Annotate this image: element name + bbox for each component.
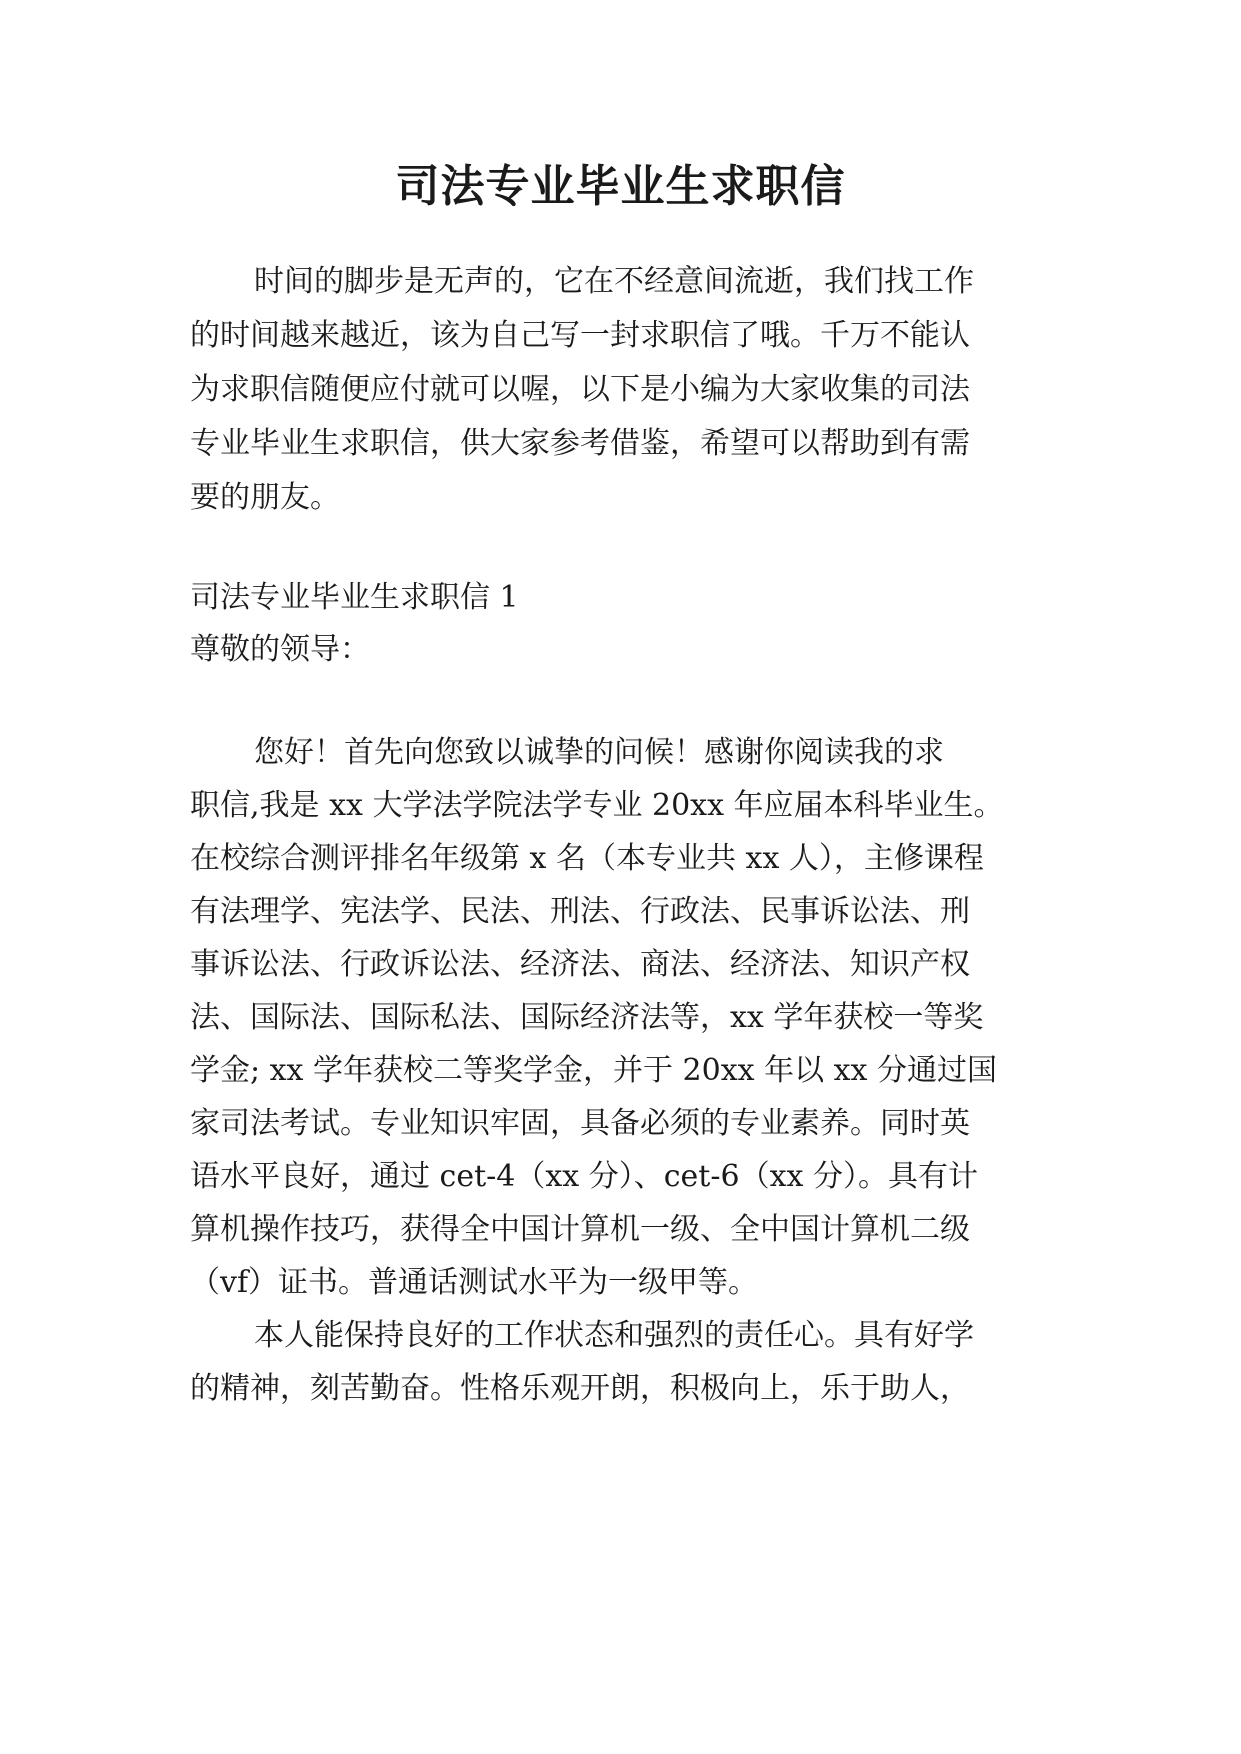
paragraph1-line: （vf）证书。普通话测试水平为一级甲等。 — [190, 1265, 759, 1300]
intro-line: 专业毕业生求职信，供大家参考借鉴，希望可以帮助到有需 — [190, 426, 970, 461]
section-heading: 司法专业毕业生求职信 1 — [190, 580, 519, 615]
paragraph1-line: 学金; xx 学年获校二等奖学金，并于 20xx 年以 xx 分通过国 — [190, 1053, 998, 1088]
intro-line: 为求职信随便应付就可以喔，以下是小编为大家收集的司法 — [190, 372, 970, 407]
intro-line: 要的朋友。 — [190, 480, 340, 515]
paragraph2-line: 本人能保持良好的工作状态和强烈的责任心。具有好学 — [254, 1318, 974, 1353]
paragraph1-line: 家司法考试。专业知识牢固，具备必须的专业素养。同时英 — [190, 1106, 970, 1141]
document-title: 司法专业毕业生求职信 — [395, 161, 846, 212]
paragraph1-line: 职信,我是 xx 大学法学院法学专业 20xx 年应届本科毕业生。 — [190, 788, 1004, 823]
paragraph1-line: 法、国际法、国际私法、国际经济法等，xx 学年获校一等奖 — [190, 1000, 984, 1035]
salutation: 尊敬的领导： — [190, 632, 370, 667]
paragraph1-line: 在校综合测评排名年级第 x 名（本专业共 xx 人），主修课程 — [190, 841, 984, 876]
paragraph1-line: 您好！首先向您致以诚挚的问候！感谢你阅读我的求 — [254, 735, 944, 770]
intro-line: 的时间越来越近，该为自己写一封求职信了哦。千万不能认 — [190, 318, 970, 353]
paragraph1-line: 语水平良好，通过 cet-4（xx 分）、cet-6（xx 分）。具有计 — [190, 1159, 978, 1194]
paragraph1-line: 算机操作技巧，获得全中国计算机一级、全中国计算机二级 — [190, 1212, 970, 1247]
intro-line: 时间的脚步是无声的，它在不经意间流逝，我们找工作 — [254, 264, 974, 299]
paragraph2-line: 的精神，刻苦勤奋。性格乐观开朗，积极向上，乐于助人， — [190, 1371, 970, 1406]
paragraph1-line: 事诉讼法、行政诉讼法、经济法、商法、经济法、知识产权 — [190, 947, 970, 982]
paragraph1-line: 有法理学、宪法学、民法、刑法、行政法、民事诉讼法、刑 — [190, 894, 970, 929]
